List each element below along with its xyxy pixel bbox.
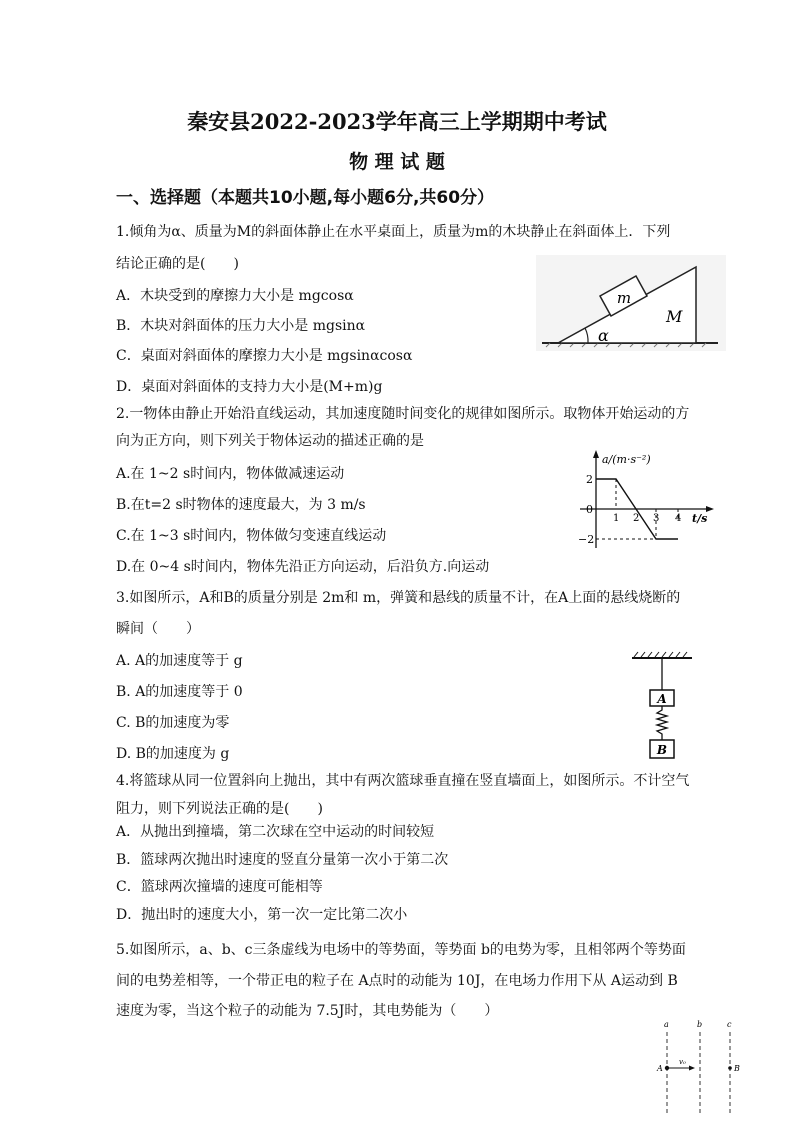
q4-stem-line2: 阻力，则下列说法正确的是( )	[116, 801, 323, 817]
y-axis-label: a/(m·s⁻²)	[602, 453, 651, 466]
q4-stem-line1: 4.将篮球从同一位置斜向上抛出，其中有两次篮球垂直撞在竖直墙面上，如图所示。不计空气	[116, 773, 690, 789]
q2-stem-line2: 向为正方向，则下列关于物体运动的描述正确的是	[116, 433, 424, 449]
x-tick-4: 4	[675, 513, 682, 524]
equipotential-figure	[650, 1018, 746, 1118]
q5-stem-line3: 速度为零，当这个粒子的动能为 7.5J时，其电势能为（ ）	[116, 1003, 499, 1019]
x-axis-label: t/s	[692, 512, 708, 525]
spring-figure	[628, 650, 696, 766]
q1-option-b: B．木块对斜面体的压力大小是 mgsinα	[116, 318, 366, 334]
x-tick-1: 1	[613, 513, 620, 524]
q5-stem-line1: 5.如图所示，a、b、c三条虚线为电场中的等势面，等势面 b的电势为零，且相邻两个等势面	[116, 942, 686, 958]
block-label: m	[616, 289, 632, 307]
q3-option-a: A. A的加速度等于 g	[116, 653, 243, 669]
wedge-label: M	[666, 307, 683, 326]
incline-figure	[536, 255, 726, 351]
x-tick-2: 2	[633, 513, 640, 524]
q3-option-d: D. B的加速度为 g	[116, 746, 230, 762]
subject-title: 物 理 试 题	[349, 151, 445, 173]
acceleration-graph	[574, 448, 720, 552]
angle-label: α	[598, 326, 609, 345]
q3-option-c: C. B的加速度为零	[116, 715, 230, 731]
origin-label: 0	[586, 503, 593, 516]
velocity-label: v₀	[679, 1058, 686, 1066]
block-b-label: B	[656, 743, 668, 757]
q4-option-a: A．从抛出到撞墙，第二次球在空中运动的时间较短	[116, 824, 435, 840]
q1-option-d: D．桌面对斜面体的支持力大小是(M+m)g	[116, 379, 383, 395]
x-tick-3: 3	[653, 513, 660, 524]
label-a: a	[664, 1020, 669, 1029]
y-tick-neg: −2	[578, 533, 595, 546]
label-c: c	[727, 1020, 732, 1029]
q1-stem-line1: 1.倾角为α、质量为M的斜面体静止在水平桌面上，质量为m的木块静止在斜面体上．下列	[116, 224, 671, 240]
block-a-label: A	[657, 692, 667, 706]
q2-option-d: D.在 0~4 s时间内，物体先沿正方向运动，后沿负方.向运动	[116, 559, 490, 575]
q1-option-a: A．木块受到的摩擦力大小是 mgcosα	[116, 288, 354, 304]
y-tick-pos: 2	[586, 473, 593, 486]
q1-option-c: C．桌面对斜面体的摩擦力大小是 mgsinαcosα	[116, 348, 413, 364]
q4-option-d: D．抛出时的速度大小，第一次一定比第二次小	[116, 907, 408, 923]
q2-option-c: C.在 1~3 s时间内，物体做匀变速直线运动	[116, 528, 387, 544]
point-b	[728, 1066, 732, 1070]
q4-option-b: B．篮球两次抛出时速度的竖直分量第一次小于第二次	[116, 852, 449, 868]
spring	[657, 706, 667, 740]
q1-stem-line2: 结论正确的是( )	[116, 256, 239, 272]
ceiling-hatching	[634, 652, 687, 657]
q3-stem-line1: 3.如图所示，A和B的质量分别是 2m和 m，弹簧和悬线的质量不计，在A上面的悬线烧断的	[116, 590, 681, 606]
point-b-label: B	[734, 1064, 740, 1073]
q3-stem-line2: 瞬间（ ）	[116, 621, 200, 637]
y-arrow-icon	[593, 450, 599, 458]
velocity-arrow-icon	[689, 1066, 695, 1071]
q4-option-c: C．篮球两次撞墙的速度可能相等	[116, 879, 323, 895]
q3-option-b: B. A的加速度等于 0	[116, 684, 243, 700]
q2-option-a: A.在 1~2 s时间内，物体做减速运动	[116, 466, 345, 482]
q2-option-b: B.在t=2 s时物体的速度最大，为 3 m/s	[116, 497, 366, 513]
point-a-label: A	[657, 1064, 663, 1073]
section-heading: 一、选择题（本题共10小题,每小题6分,共60分）	[116, 188, 495, 208]
q2-stem-line1: 2.一物体由静止开始沿直线运动，其加速度随时间变化的规律如图所示。取物体开始运动的方	[116, 406, 690, 422]
exam-title: 秦安县2022-2023学年高三上学期期中考试	[187, 109, 607, 134]
label-b: b	[697, 1020, 703, 1029]
q5-stem-line2: 间的电势差相等，一个带正电的粒子在 A点时的动能为 10J，在电场力作用下从 A运动到 B	[116, 973, 678, 989]
